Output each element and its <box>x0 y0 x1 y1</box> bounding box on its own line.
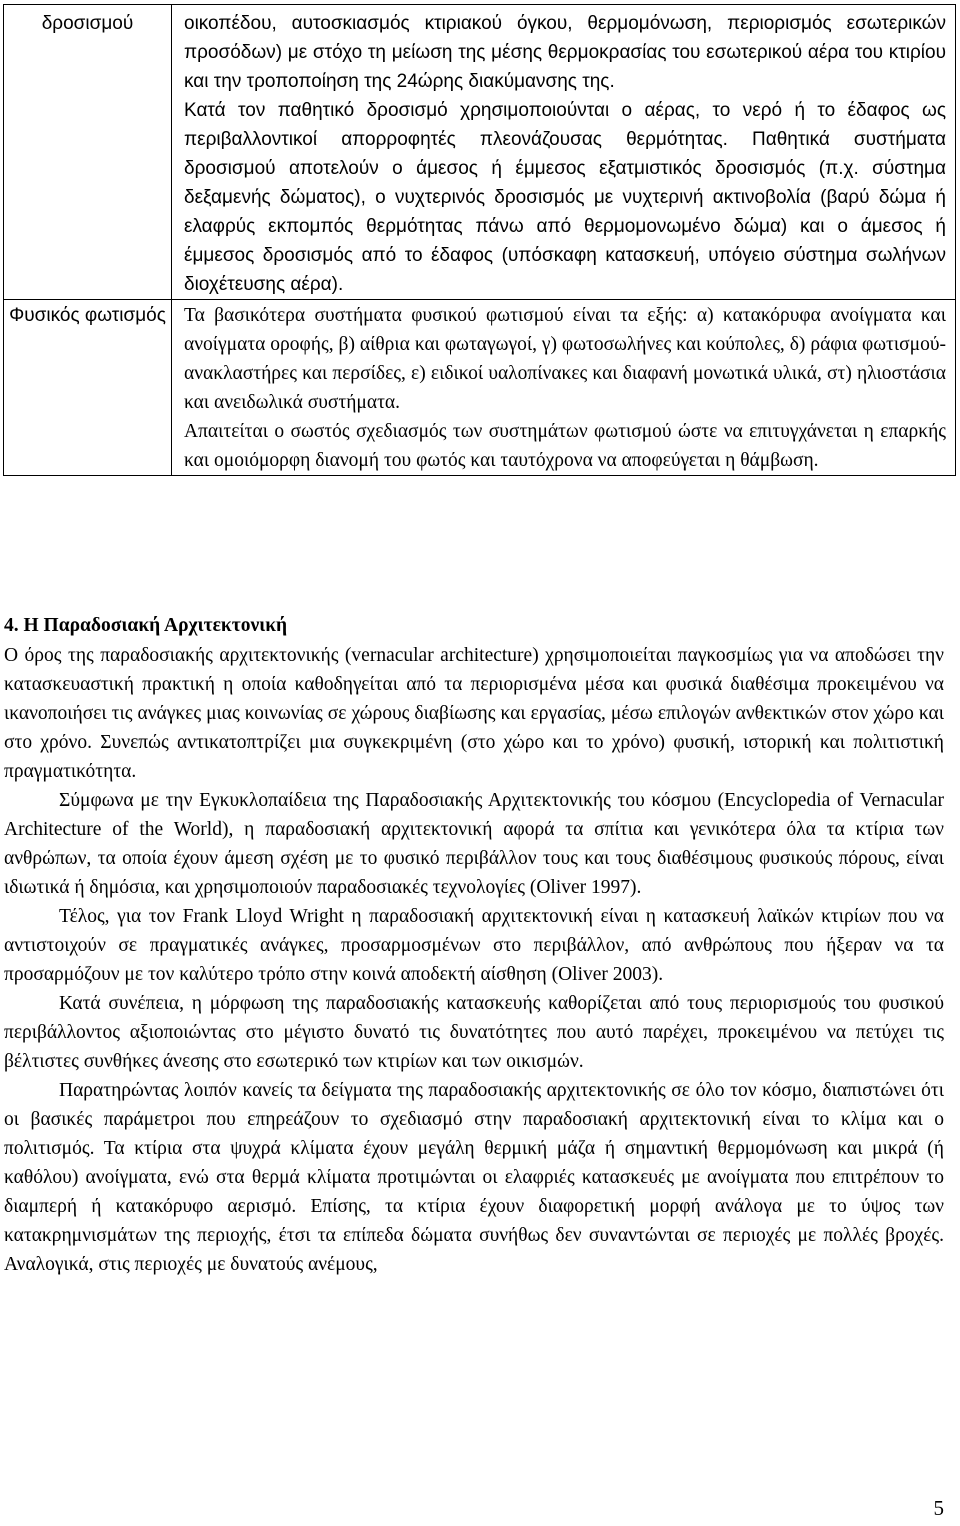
page-number: 5 <box>933 1496 944 1520</box>
body-paragraph: Σύμφωνα με την Εγκυκλοπαίδεια της Παραδοσιακής Αρχιτεκτονικής του κόσμου (Encyclopedia of Vernacular Architecture of the World), η παραδοσιακή αρχιτεκτονική αφορά τα σπίτια και γενικότερα όλα τα κτίρια των ανθρώπων, τα οποία έχουν άμεση σχέση με το φυσικό περιβάλλον τους και τους διαθέσιμους φυσικούς πόρους, είναι ιδιωτικά ή δημόσια, και χρησιμοποιούν παραδοσιακές τεχνολογίες (Oliver 1997). <box>4 790 944 898</box>
cooling-paragraph-1: οικοπέδου, αυτοσκιασμός κτιριακού όγκου, θερμομόνωση, περιορισμός εσωτερικών προσόδων) με στόχο τη μείωση της μέσης θερμοκρασίας του εσωτερικού αέρα του κτιρίου και την τροποποίηση της 24ώρης διακύμανσης της. <box>184 13 946 92</box>
body-paragraph: Τέλος, για τον Frank Lloyd Wright η παραδοσιακή αρχιτεκτονική είναι η κατασκευή λαϊκών κτιρίων που να αντιστοιχούν σε πραγματικές ανάγκες, προσαρμοσμένων στο περιβάλλον, από ανθρώπους που ήξεραν να τα προσαρμόζουν με τον καλύτερο τρόπο στην κοινά αποδεκτή αίσθηση (Oliver 2003). <box>4 906 944 985</box>
section-body <box>4 611 944 1279</box>
row-label: δροσισμού <box>41 13 134 34</box>
body-paragraph: Παρατηρώντας λοιπόν κανείς τα δείγματα της παραδοσιακής αρχιτεκτονικής σε όλο τον κόσμο, διαπιστώνει ότι οι βασικές παράμετροι που επηρεάζουν το σχεδιασμό στην παραδοσιακή αρχιτεκτονική είναι το κλίμα και ο πολιτισμός. Τα κτίρια στα ψυχρά κλίματα έχουν μεγάλη θερμική μάζα ή σημαντική θερμομόνωση και μικρά (ή καθόλου) ανοίγματα, ενώ στα θερμά κλίματα προτιμώνται οι ελαφριές κατασκευές με ανοίγματα που επιτρέπουν το διαμπερή ή κατακόρυφο αερισμό. Επίσης, τα κτίρια έχουν διαφορετική μορφή ανάλογα με το ύψος των κατακρημνισμάτων της περιοχής, έτσι τα επίπεδα δώματα συνήθως δεν συναντώνται σε περιοχές με πολλές βροχές. Αναλογικά, στις περιοχές με δυνατούς ανέμους, <box>4 1080 944 1275</box>
cooling-paragraph-2: Κατά τον παθητικό δροσισμό χρησιμοποιούνται ο αέρας, το νερό ή το έδαφος ως περιβαλλοντικοί απορροφητές πλεονάζουσας θερμότητας. Παθητικά συστήματα δροσισμού αποτελούν ο άμεσος ή έμμεσος εξατμιστικός δροσισμός (π.χ. σύστημα δεξαμενής δώματος), ο νυχτερινός δροσισμός με νυχτερινή ακτινοβολία (βαρύ δώμα ή ελαφρύς εκπομπός θερμότητας πάνω από θερμομονωμένο δώμα) και ο άμεσος ή έμμεσος δροσισμός από το έδαφος (υπόσκαφη κατασκευή, υπόγειο σύστημα σωλήνων διοχέτευσης αέρα). <box>184 100 946 295</box>
table-row <box>4 300 956 476</box>
row-label-cell <box>4 300 172 476</box>
body-paragraph: Κατά συνέπεια, η μόρφωση της παραδοσιακής κατασκευής καθορίζεται από τους περιορισμούς του φυσικού περιβάλλοντος αξιοποιώντας στο μέγιστο δυνατό τις δυνατότητες που αυτό παρέχει, προκειμένου να πετύχει τις βέλτιστες συνθήκες άνεσης στο εσωτερικό των κτιρίων και των οικισμών. <box>4 993 944 1072</box>
properties-table <box>3 4 956 476</box>
body-paragraph: Ο όρος της παραδοσιακής αρχιτεκτονικής (vernacular architecture) χρησιμοποιείται παγκοσμίως για να αποδώσει την κατασκευαστική πρακτική η οποία καθοδηγείται από τα περιορισμένα μέσα και φυσικά διαθέσιμα προκειμένου να ικανοποιήσει τις ανάγκες μιας κοινωνίας σε χώρους διαβίωσης και εργασίας, μέσω επιλογών ανθεκτικών στον χώρο και στο χρόνο. Συνεπώς αντικατοπτρίζει μια συγκεκριμένη (στο χώρο και το χρόνο) φυσική, ιστορική και πολιτιστική πραγματικότητα. <box>4 645 944 782</box>
section-heading: 4. Η Παραδοσιακή Αρχιτεκτονική <box>4 615 288 636</box>
row-label-cell <box>4 5 172 300</box>
lighting-paragraph-2: Απαιτείται ο σωστός σχεδιασμός των συστημάτων φωτισμού ώστε να επιτυγχάνεται η επαρκής και ομοιόμορφη διανομή του φωτός και ταυτόχρονα να αποφεύγεται η θάμβωση. <box>184 421 946 471</box>
row-content-cell <box>172 5 956 300</box>
table-row <box>4 5 956 300</box>
row-label: Φυσικός φωτισμός <box>9 305 166 326</box>
lighting-paragraph-1: Τα βασικότερα συστήματα φυσικού φωτισμού είναι τα εξής: α) κατακόρυφα ανοίγματα και ανοίγματα οροφής, β) αίθρια και φωταγωγοί, γ) φωτοσωλήνες και κούπολες, δ) ράφια φωτισμού-ανακλαστήρες και περσίδες, ε) ειδικοί υαλοπίνακες και διαφανή μονωτικά υλικά, στ) ηλιοστάσια και ανειδωλικά συστήματα. <box>184 305 946 413</box>
row-content-cell <box>172 300 956 476</box>
